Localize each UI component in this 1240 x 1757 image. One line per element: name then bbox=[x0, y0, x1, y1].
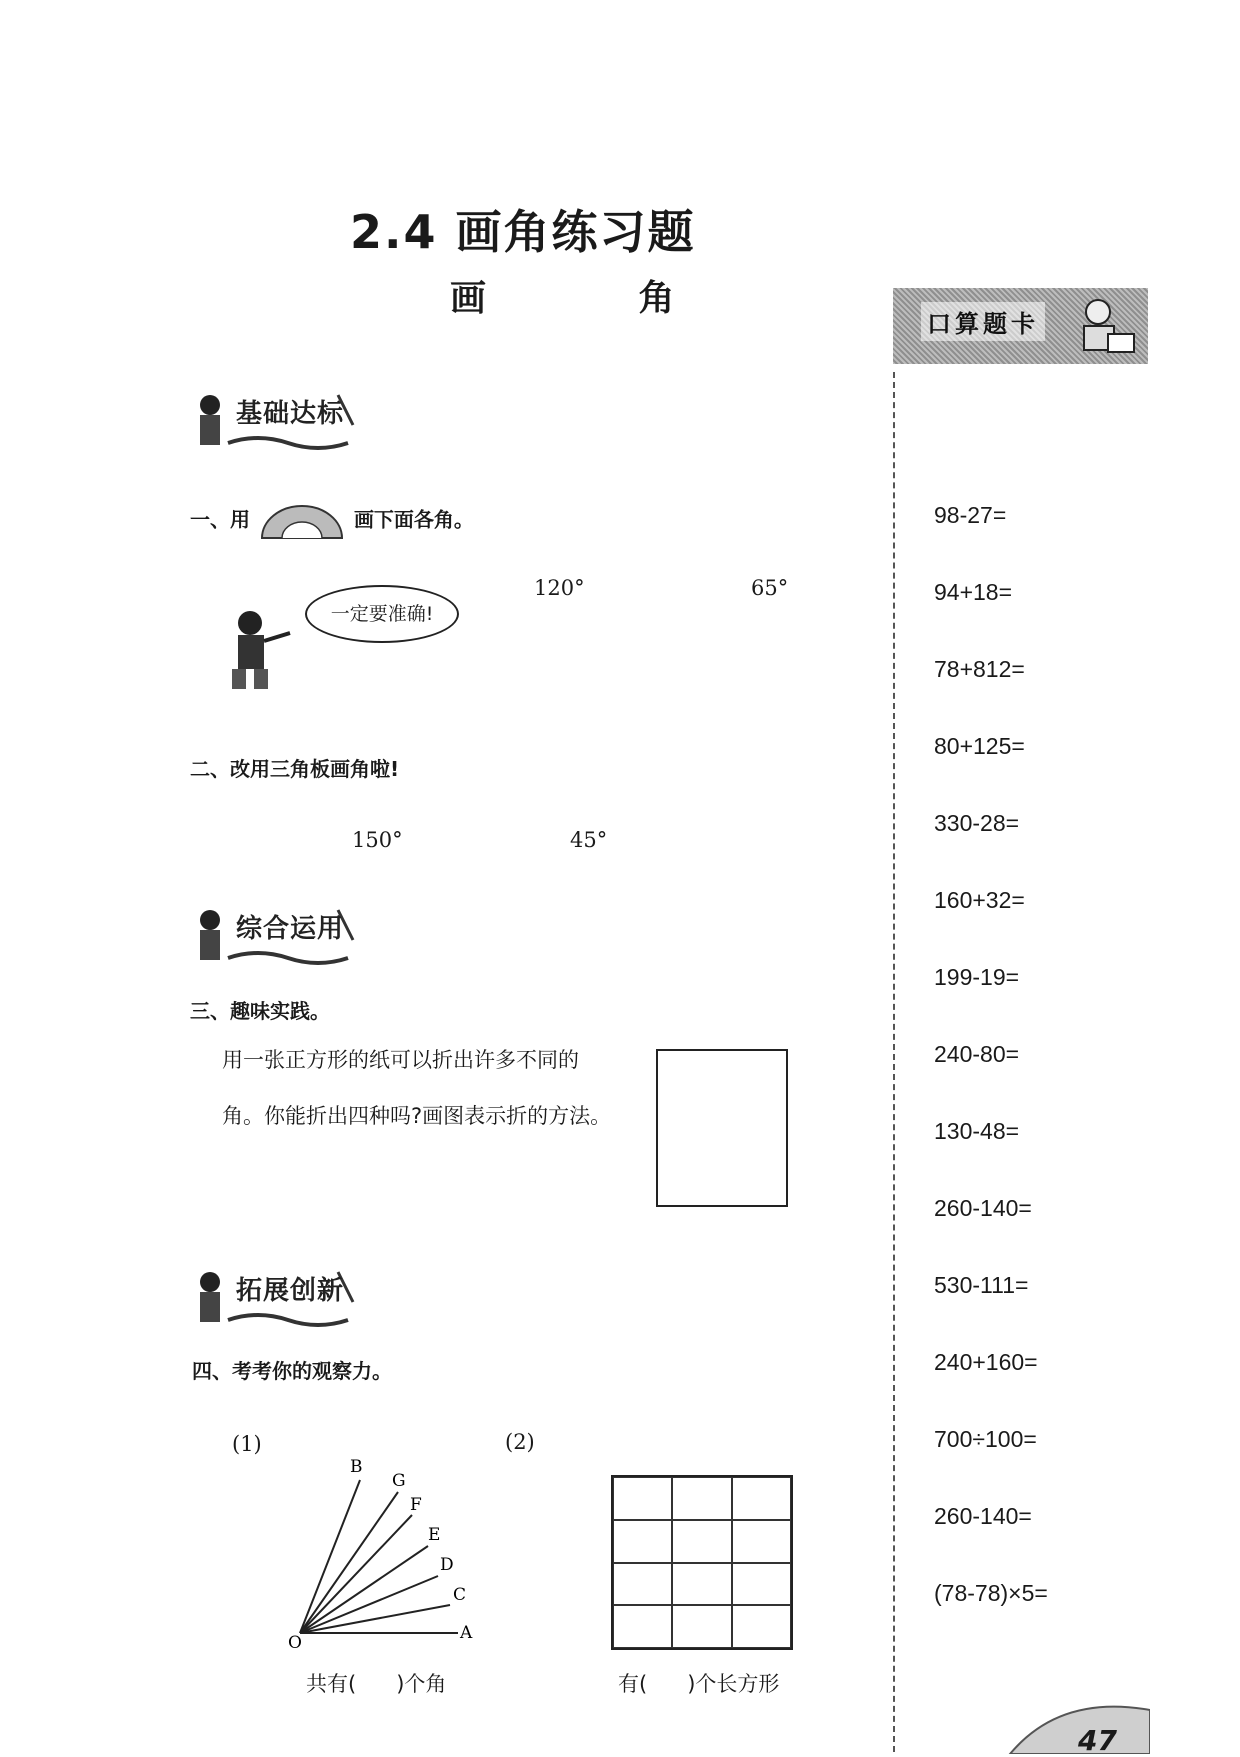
angle-label-45: 45° bbox=[570, 828, 608, 852]
calc-item: 530-111= bbox=[934, 1272, 1029, 1298]
point-label-C: C bbox=[453, 1585, 467, 1605]
point-label-B: B bbox=[350, 1457, 363, 1477]
protractor-icon bbox=[257, 502, 347, 540]
point-label-A: A bbox=[460, 1623, 473, 1643]
sidebar-divider bbox=[893, 372, 895, 1752]
calc-item: 240+160= bbox=[934, 1349, 1038, 1375]
question-2: 二、改用三角板画角啦! bbox=[190, 757, 400, 781]
mental-math-header bbox=[893, 288, 1148, 364]
angle-label-120: 120° bbox=[534, 576, 585, 600]
teacher-icon bbox=[1068, 294, 1138, 356]
calc-item: 160+32= bbox=[934, 887, 1025, 913]
point-label-D: D bbox=[440, 1555, 454, 1575]
angle-label-150: 150° bbox=[352, 828, 403, 852]
page-number: 47 bbox=[1078, 1724, 1117, 1757]
part-1-label: (1) bbox=[232, 1432, 262, 1456]
section-badge-applied bbox=[188, 900, 358, 970]
calc-item: 130-48= bbox=[934, 1118, 1020, 1144]
section-title-applied: 综合运用 bbox=[236, 914, 345, 944]
point-label-F: F bbox=[410, 1495, 422, 1515]
part-2-label: (2) bbox=[505, 1430, 535, 1454]
calc-item: 700÷100= bbox=[934, 1426, 1037, 1452]
ray-OE bbox=[300, 1546, 428, 1633]
question-3-title: 三、趣味实践。 bbox=[190, 999, 330, 1023]
point-label-O: O bbox=[288, 1633, 302, 1650]
answer-rectangles: 有( )个长方形 bbox=[618, 1672, 780, 1696]
calc-item: 94+18= bbox=[934, 579, 1013, 605]
calc-item: 260-140= bbox=[934, 1503, 1032, 1529]
calc-item: 240-80= bbox=[934, 1041, 1020, 1067]
calc-item: 260-140= bbox=[934, 1195, 1032, 1221]
speech-bubble: 一定要准确! bbox=[305, 585, 459, 643]
rectangle-grid bbox=[611, 1475, 793, 1650]
answer-angles: 共有( )个角 bbox=[306, 1672, 447, 1696]
page-subtitle: 画 角 bbox=[450, 278, 745, 319]
calc-item: 78+812= bbox=[934, 656, 1025, 682]
point-label-G: G bbox=[392, 1471, 406, 1491]
ray-OB bbox=[300, 1480, 360, 1633]
section-badge-extension bbox=[188, 1262, 358, 1332]
calc-item: (78-78)×5= bbox=[934, 1580, 1048, 1606]
question-3-body: 用一张正方形的纸可以折出许多不同的角。你能折出四种吗?画图表示折的方法。 bbox=[222, 1048, 612, 1128]
section-title-extension: 拓展创新 bbox=[236, 1276, 345, 1306]
page-corner-decoration bbox=[1000, 1690, 1150, 1754]
question-4-title: 四、考考你的观察力。 bbox=[192, 1359, 392, 1383]
page-title: 2.4 画角练习题 bbox=[350, 205, 696, 259]
mental-math-title: 口算题卡 bbox=[921, 302, 1045, 341]
calc-item: 330-28= bbox=[934, 810, 1020, 836]
calc-item: 80+125= bbox=[934, 733, 1025, 759]
student-with-protractor-icon bbox=[218, 605, 298, 695]
square-paper-box bbox=[656, 1049, 788, 1207]
point-label-E: E bbox=[428, 1525, 441, 1545]
angle-label-65: 65° bbox=[751, 576, 789, 600]
section-badge-basic bbox=[188, 385, 358, 455]
question-1-prefix: 一、用 bbox=[190, 507, 250, 532]
section-title-basic: 基础达标 bbox=[236, 399, 345, 429]
calc-item: 98-27= bbox=[934, 502, 1007, 528]
question-1 bbox=[190, 502, 474, 540]
angle-rays-diagram bbox=[280, 1450, 490, 1650]
question-1-suffix: 画下面各角。 bbox=[353, 507, 474, 532]
calc-item: 199-19= bbox=[934, 964, 1020, 990]
